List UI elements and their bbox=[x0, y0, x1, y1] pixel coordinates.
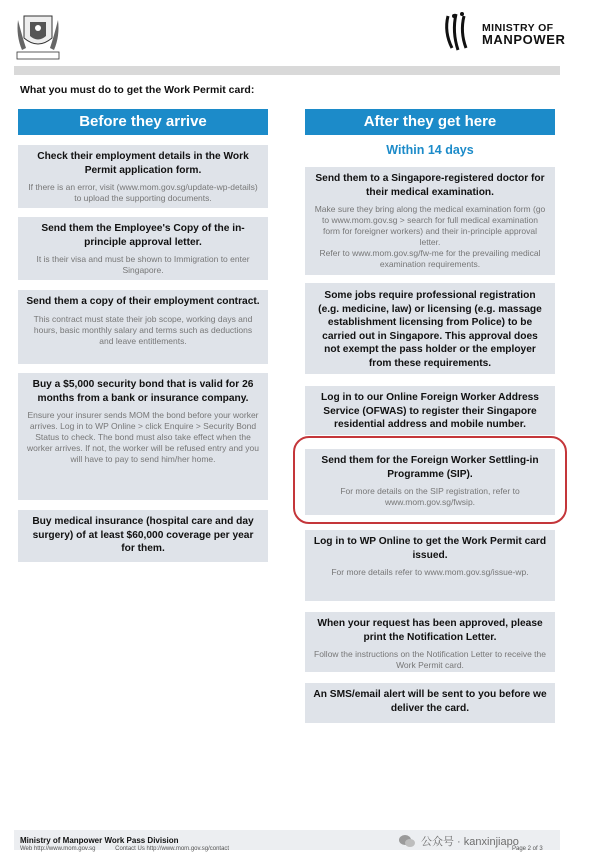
footer-division: Ministry of Manpower Work Pass Division bbox=[20, 836, 179, 845]
before-arrive-heading: Before they arrive bbox=[18, 109, 268, 135]
mom-emblem-icon bbox=[442, 10, 474, 56]
step-issue-work-permit-card: Log in to WP Online to get the Work Permit card issued. For more details refer to www.mom.gov.sg/issue-wp. bbox=[305, 530, 555, 601]
after-arrive-heading: After they get here bbox=[305, 109, 555, 135]
footer-links bbox=[20, 846, 247, 852]
step-register-address-ofwas: Log in to our Online Foreign Worker Address Service (OFWAS) to register their Singapore residential address and mobile number. bbox=[305, 386, 555, 435]
ministry-of-manpower-logo bbox=[442, 10, 566, 56]
header-divider bbox=[14, 66, 560, 75]
singapore-crest-logo bbox=[16, 8, 60, 60]
logo-line-1: MINISTRY OF bbox=[482, 22, 554, 34]
footer-web-link[interactable]: Web http://www.mom.gov.sg bbox=[20, 846, 96, 852]
watermark-text: 公众号 · kanxinjiapo bbox=[421, 836, 519, 848]
wechat-watermark bbox=[398, 833, 519, 849]
step-professional-registration: Some jobs require professional registration (e.g. medicine, law) or licensing (e.g. massage establishment licensing from Police) to be carried out in Singapore. This approval does not exempt the pass holder or the employer from these requirements. bbox=[305, 283, 555, 374]
step-medical-examination: Send them to a Singapore-registered doctor for their medical examination. Make sure they bring along the medical examination form (go to www.mom.gov.sg > search for full medical examination form for foreigner workers) and their in-principle approval letter. Refer to www.mom.gov.sg/fw-me for the prevailing medical examination requirements. bbox=[305, 167, 555, 275]
step-settling-in-programme: Send them for the Foreign Worker Settling-in Programme (SIP). For more details on the SIP registration, refer to www.mom.gov.sg/fwsip. bbox=[305, 449, 555, 515]
page-number: Page 2 of 3 bbox=[512, 846, 543, 852]
intro-heading: What you must do to get the Work Permit card: bbox=[20, 84, 255, 96]
step-print-notification-letter: When your request has been approved, please print the Notification Letter. Follow the instructions on the Notification Letter to receive the Work Permit card. bbox=[305, 612, 555, 672]
step-buy-security-bond: Buy a $5,000 security bond that is valid for 26 months from a bank or insurance company. Ensure your insurer sends MOM the bond before your worker arrives. Log in to WP Online > click Enquire > Security Bond Status to check. The bond must also take effect when the worker arrives. If not, the worker will be refused entry and you will have to pay to send him/her home. bbox=[18, 373, 268, 500]
step-send-ipa-letter: Send them the Employee's Copy of the in-principle approval letter. It is their visa and must be shown to Immigration to enter Singapore. bbox=[18, 217, 268, 280]
within-14-days-label: Within 14 days bbox=[386, 143, 474, 157]
step-check-employment-details: Check their employment details in the Work Permit application form. If there is an error, visit (www.mom.gov.sg/update-wp-details) to upload the supporting documents. bbox=[18, 145, 268, 208]
step-buy-medical-insurance: Buy medical insurance (hospital care and day surgery) of at least $60,000 coverage per year for them. bbox=[18, 510, 268, 562]
logo-line-2: MANPOWER bbox=[482, 32, 566, 47]
step-send-employment-contract: Send them a copy of their employment contract. This contract must state their job scope, working days and hours, basic monthly salary and terms such as deductions and leave entitlements. bbox=[18, 290, 268, 364]
footer-contact-link[interactable]: Contact Us http://www.mom.gov.sg/contact bbox=[115, 846, 230, 852]
step-sms-email-alert: An SMS/email alert will be sent to you before we deliver the card. bbox=[305, 683, 555, 723]
wechat-icon bbox=[398, 834, 416, 848]
sip-highlight-circle bbox=[293, 436, 567, 524]
